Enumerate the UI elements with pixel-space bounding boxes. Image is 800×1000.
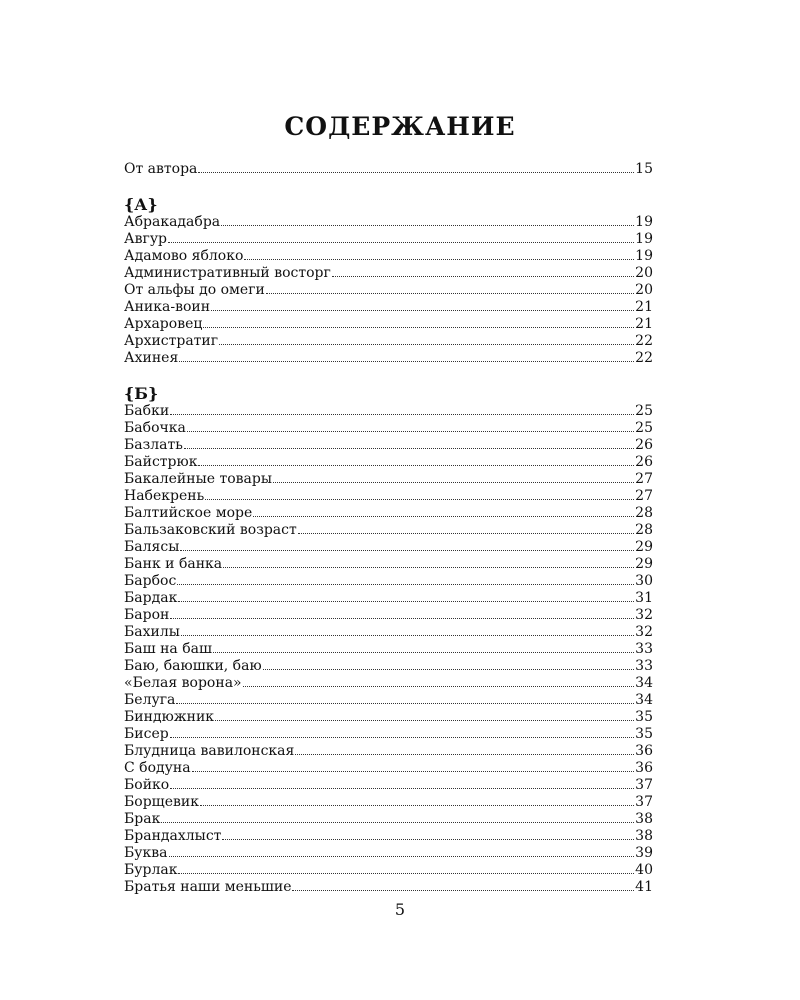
- toc-entry-page: 20: [635, 265, 653, 281]
- dot-leader: [198, 454, 634, 466]
- dot-leader: [181, 624, 634, 636]
- dot-leader: [221, 214, 634, 226]
- toc-entry-page: 26: [635, 454, 653, 470]
- toc-entry[interactable]: [124, 420, 653, 437]
- dot-leader: [179, 350, 634, 362]
- toc-entry[interactable]: [124, 299, 653, 316]
- toc-entry-page: 30: [635, 573, 653, 589]
- toc-entry[interactable]: [124, 282, 653, 299]
- toc-entry-label: Архаровец: [124, 316, 203, 332]
- dot-leader: [170, 607, 634, 619]
- toc-entry[interactable]: [124, 658, 653, 675]
- toc-entry-label: Бисер: [124, 726, 169, 742]
- dot-leader: [211, 299, 634, 311]
- toc-entry[interactable]: [124, 316, 653, 333]
- toc-entry-page: 41: [635, 879, 653, 895]
- toc-entry-page: 20: [635, 282, 653, 298]
- toc-entry-page: 22: [635, 333, 653, 349]
- toc-entry-label: «Белая ворона»: [124, 675, 242, 691]
- toc-entry[interactable]: [124, 454, 653, 471]
- toc-entry[interactable]: [124, 505, 653, 522]
- dot-leader: [298, 522, 634, 534]
- toc-entry-page: 32: [635, 607, 653, 623]
- toc-entry-page: 21: [635, 299, 653, 315]
- toc-entry-page: 31: [635, 590, 653, 606]
- dot-leader: [169, 845, 635, 857]
- toc-entry-label: Адамово яблоко: [124, 248, 244, 264]
- toc-entry[interactable]: [124, 641, 653, 658]
- toc-entry-page: 40: [635, 862, 653, 878]
- toc-entry-page: 38: [635, 811, 653, 827]
- dot-leader: [187, 420, 634, 432]
- toc-entry-label: Баю, баюшки, баю: [124, 658, 262, 674]
- toc-entry-label: Авгур: [124, 231, 168, 247]
- toc-entry[interactable]: [124, 743, 653, 760]
- dot-leader: [273, 471, 634, 483]
- dot-leader: [223, 556, 634, 568]
- toc-entry-page: 35: [635, 709, 653, 725]
- toc-entry-page: 38: [635, 828, 653, 844]
- toc-entry[interactable]: [124, 231, 653, 248]
- toc-entry-page: 22: [635, 350, 653, 366]
- toc-entry-label: Ахинея: [124, 350, 179, 366]
- toc-entry-page: 34: [635, 675, 653, 691]
- toc-entry-page: 25: [635, 403, 653, 419]
- dot-leader: [332, 265, 634, 277]
- toc-entry-label: Набекрень: [124, 488, 205, 504]
- toc-entry[interactable]: [124, 522, 653, 539]
- toc-entry-page: 39: [635, 845, 653, 861]
- toc-entry[interactable]: [124, 573, 653, 590]
- dot-leader: [178, 862, 634, 874]
- dot-leader: [184, 437, 634, 449]
- dot-leader: [203, 316, 634, 328]
- toc-entry-page: 34: [635, 692, 653, 708]
- dot-leader: [222, 828, 634, 840]
- toc-entry-label: Балтийское море: [124, 505, 253, 521]
- dot-leader: [295, 743, 634, 755]
- toc-entry-page: 25: [635, 420, 653, 436]
- toc-entry-label: Братья наши меньшие: [124, 879, 292, 895]
- toc-entry-label: Борщевик: [124, 794, 199, 810]
- toc-entry[interactable]: [124, 726, 653, 743]
- toc-entry-label: Барон: [124, 607, 170, 623]
- toc-entry[interactable]: [124, 214, 653, 231]
- toc-entry[interactable]: [124, 777, 653, 794]
- toc-entry-page: 37: [635, 794, 653, 810]
- toc-entry-label: Аника-воин: [124, 299, 211, 315]
- toc-entry[interactable]: [124, 624, 653, 641]
- section-heading: {Б}: [124, 384, 159, 403]
- toc-entry-page: 28: [635, 522, 653, 538]
- dot-leader: [170, 726, 634, 738]
- toc-entry[interactable]: [124, 437, 653, 454]
- toc-entry-label: От альфы до омеги: [124, 282, 265, 298]
- toc-entry[interactable]: [124, 760, 653, 777]
- toc-entry[interactable]: [124, 471, 653, 488]
- toc-entry-page: 33: [635, 658, 653, 674]
- toc-entry-label: Базлать: [124, 437, 183, 453]
- toc-entry-page: 33: [635, 641, 653, 657]
- toc-entry[interactable]: [124, 607, 653, 624]
- dot-leader: [205, 488, 634, 500]
- dot-leader: [243, 675, 635, 687]
- toc-entry[interactable]: [124, 811, 653, 828]
- dot-leader: [213, 641, 634, 653]
- toc-entry-page: 36: [635, 760, 653, 776]
- toc-entry-page: 36: [635, 743, 653, 759]
- table-of-contents: [124, 161, 653, 896]
- section-spacer: [124, 367, 653, 384]
- dot-leader: [192, 760, 635, 772]
- toc-entry-label: Бабки: [124, 403, 170, 419]
- toc-entry-page: 19: [635, 214, 653, 230]
- dot-leader: [170, 403, 634, 415]
- toc-entry[interactable]: [124, 675, 653, 692]
- toc-entry-label: Белуга: [124, 692, 176, 708]
- dot-leader: [215, 709, 634, 721]
- toc-entry-page: 27: [635, 488, 653, 504]
- toc-entry-label: Буква: [124, 845, 168, 861]
- toc-entry-page: 21: [635, 316, 653, 332]
- toc-entry[interactable]: [124, 265, 653, 282]
- dot-leader: [177, 573, 634, 585]
- toc-entry-page: 29: [635, 556, 653, 572]
- toc-entry[interactable]: [124, 862, 653, 879]
- toc-entry-page: 26: [635, 437, 653, 453]
- dot-leader: [263, 658, 635, 670]
- section-heading: {А}: [124, 195, 158, 214]
- toc-entry-label: Брандахлыст: [124, 828, 222, 844]
- toc-entry[interactable]: [124, 488, 653, 505]
- dot-leader: [170, 777, 634, 789]
- toc-entry-label: Балясы: [124, 539, 180, 555]
- dot-leader: [266, 282, 634, 294]
- toc-entry[interactable]: [124, 350, 653, 367]
- toc-entry-label: Баш на баш: [124, 641, 213, 657]
- toc-entry-label: Байстрюк: [124, 454, 198, 470]
- toc-entry-label: С бодуна: [124, 760, 191, 776]
- toc-entry-label: Бойко: [124, 777, 170, 793]
- toc-entry-label: Биндюжник: [124, 709, 215, 725]
- dot-leader: [253, 505, 634, 517]
- toc-entry-page: 28: [635, 505, 653, 521]
- toc-entry-label: Бальзаковский возраст: [124, 522, 297, 538]
- toc-entry-page: 27: [635, 471, 653, 487]
- dot-leader: [178, 590, 634, 602]
- toc-entry-label: Банк и банка: [124, 556, 223, 572]
- toc-entry[interactable]: [124, 879, 653, 896]
- dot-leader: [176, 692, 634, 704]
- toc-entry-label: От автора: [124, 161, 198, 177]
- toc-entry-label: Брак: [124, 811, 161, 827]
- section-spacer: [124, 178, 653, 195]
- toc-entry[interactable]: [124, 828, 653, 845]
- toc-entry-page: 32: [635, 624, 653, 640]
- toc-entry[interactable]: [124, 539, 653, 556]
- toc-entry[interactable]: [124, 590, 653, 607]
- toc-entry-intro[interactable]: [124, 161, 653, 178]
- dot-leader: [198, 161, 634, 173]
- toc-entry-label: Бахилы: [124, 624, 180, 640]
- toc-entry[interactable]: [124, 794, 653, 811]
- page-title: СОДЕРЖАНИЕ: [284, 112, 516, 141]
- dot-leader: [200, 794, 634, 806]
- toc-entry[interactable]: [124, 845, 653, 862]
- toc-entry-page: 19: [635, 248, 653, 264]
- toc-entry[interactable]: [124, 692, 653, 709]
- toc-entry[interactable]: [124, 333, 653, 350]
- toc-entry-label: Бурлак: [124, 862, 178, 878]
- toc-entry-label: Барбос: [124, 573, 177, 589]
- toc-entry-label: Абракадабра: [124, 214, 221, 230]
- dot-leader: [168, 231, 634, 243]
- dot-leader: [161, 811, 634, 823]
- dot-leader: [180, 539, 634, 551]
- page-number: 5: [394, 900, 406, 919]
- dot-leader: [292, 879, 634, 891]
- toc-entry[interactable]: [124, 556, 653, 573]
- toc-entry[interactable]: [124, 248, 653, 265]
- toc-entry-label: Административный восторг: [124, 265, 331, 281]
- toc-entry-page: 19: [635, 231, 653, 247]
- toc-entry-page: 15: [635, 161, 653, 177]
- toc-entry[interactable]: [124, 709, 653, 726]
- toc-entry-label: Архистратиг: [124, 333, 219, 349]
- toc-entry[interactable]: [124, 403, 653, 420]
- toc-entry-label: Бардак: [124, 590, 178, 606]
- dot-leader: [244, 248, 634, 260]
- toc-entry-page: 29: [635, 539, 653, 555]
- dot-leader: [219, 333, 634, 345]
- toc-entry-label: Бабочка: [124, 420, 186, 436]
- toc-entry-page: 35: [635, 726, 653, 742]
- toc-entry-label: Бакалейные товары: [124, 471, 272, 487]
- toc-entry-page: 37: [635, 777, 653, 793]
- toc-entry-label: Блудница вавилонская: [124, 743, 295, 759]
